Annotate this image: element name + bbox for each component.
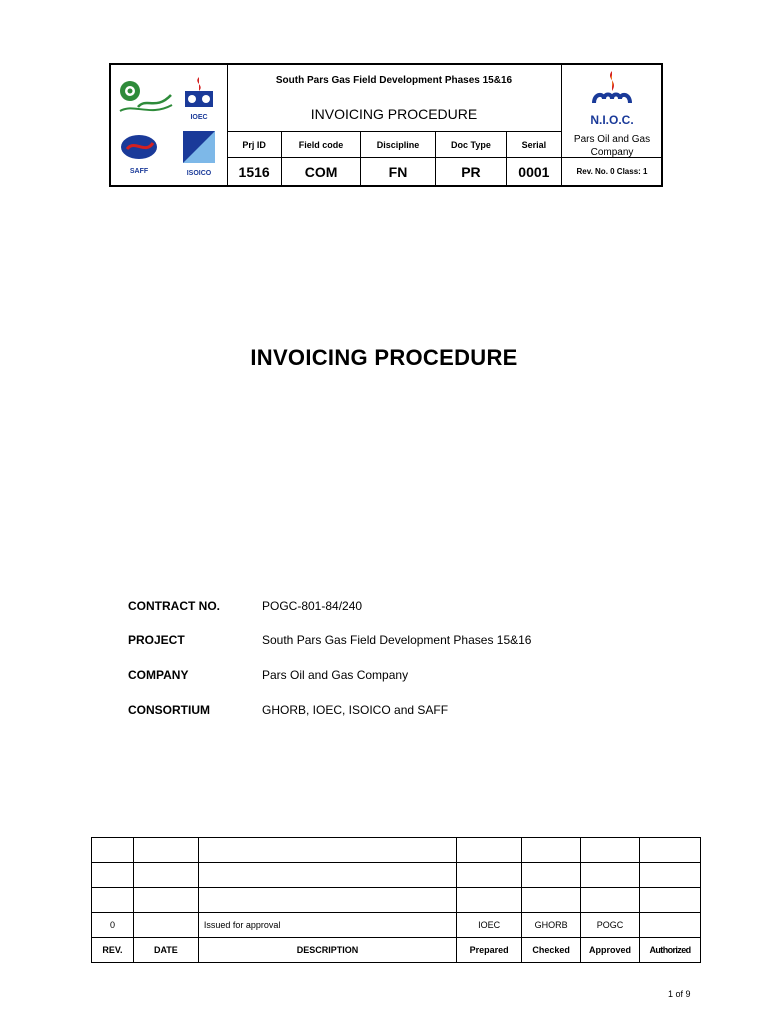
- table-cell: [133, 838, 198, 863]
- table-cell: [92, 888, 134, 913]
- isoico-label: ISOICO: [186, 170, 212, 177]
- table-cell: [640, 838, 701, 863]
- field-label: Field code: [282, 132, 361, 158]
- table-cell: [581, 888, 640, 913]
- page-number: 1 of 9: [668, 989, 691, 999]
- saff-label: SAFF: [129, 168, 149, 175]
- table-cell: [640, 913, 701, 938]
- document-header: [109, 63, 663, 187]
- table-header-row: [92, 938, 701, 963]
- column-header: Checked: [522, 938, 581, 963]
- header-title-area: [227, 65, 561, 185]
- field-value: 1516: [227, 158, 282, 186]
- table-cell: [581, 838, 640, 863]
- table-cell: [522, 888, 581, 913]
- company-area: [561, 65, 662, 185]
- column-header: REV.: [92, 938, 134, 963]
- info-key: COMPANY: [128, 668, 189, 682]
- column-header: Authorized: [640, 938, 701, 963]
- table-cell: [198, 888, 456, 913]
- table-cell: [457, 888, 522, 913]
- field-value: COM: [282, 158, 361, 186]
- column-header: DESCRIPTION: [198, 938, 456, 963]
- table-cell: [198, 838, 456, 863]
- column-header: Prepared: [457, 938, 522, 963]
- table-cell: [133, 863, 198, 888]
- info-key: CONSORTIUM: [128, 703, 210, 717]
- table-row: [92, 888, 701, 913]
- column-header: DATE: [133, 938, 198, 963]
- nioc-logo: [590, 69, 634, 116]
- isoico-logo: [179, 129, 219, 177]
- ioec-logo: [179, 75, 219, 121]
- field-label: Prj ID: [227, 132, 282, 158]
- table-cell: [522, 838, 581, 863]
- table-cell: IOEC: [457, 913, 522, 938]
- info-key: CONTRACT NO.: [128, 599, 220, 613]
- info-key: PROJECT: [128, 633, 185, 647]
- table-row: [92, 863, 701, 888]
- table-cell: [133, 888, 198, 913]
- nioc-label: N.I.O.C.: [590, 113, 634, 127]
- table-row: [92, 838, 701, 863]
- info-value: GHORB, IOEC, ISOICO and SAFF: [262, 703, 449, 717]
- revision-class: Rev. No. 0 Class: 1: [562, 157, 662, 186]
- field-value: FN: [360, 158, 435, 186]
- table-cell: 0: [92, 913, 134, 938]
- saff-logo: [119, 133, 159, 175]
- field-label: Discipline: [360, 132, 435, 158]
- company-name: Pars Oil and Gas Company: [573, 134, 651, 158]
- table-cell: POGC: [581, 913, 640, 938]
- table-cell: [457, 838, 522, 863]
- table-cell: Issued for approval: [198, 913, 456, 938]
- table-cell: [92, 838, 134, 863]
- consortium-logos: [111, 65, 228, 185]
- document-title: INVOICING PROCEDURE: [310, 106, 478, 122]
- project-title: South Pars Gas Field Development Phases 15&16: [275, 75, 513, 86]
- document-code-grid: [227, 131, 561, 185]
- table-cell: [198, 863, 456, 888]
- table-cell: [92, 863, 134, 888]
- field-label: Serial: [506, 132, 561, 158]
- revision-table: [91, 837, 701, 963]
- ioec-label: IOEC: [190, 114, 208, 121]
- field-value: PR: [436, 158, 507, 186]
- table-row: [92, 913, 701, 938]
- info-value: Pars Oil and Gas Company: [262, 668, 409, 682]
- info-value: POGC-801-84/240: [262, 599, 363, 613]
- table-cell: [640, 863, 701, 888]
- ghorb-logo: [116, 77, 174, 124]
- info-value: South Pars Gas Field Development Phases 15&16: [262, 633, 532, 647]
- field-value: 0001: [506, 158, 561, 186]
- table-cell: GHORB: [522, 913, 581, 938]
- table-cell: [457, 863, 522, 888]
- table-cell: [581, 863, 640, 888]
- column-header: Approved: [581, 938, 640, 963]
- field-label: Doc Type: [436, 132, 507, 158]
- table-cell: [640, 888, 701, 913]
- table-cell: [522, 863, 581, 888]
- table-cell: [133, 913, 198, 938]
- main-title: INVOICING PROCEDURE: [250, 345, 518, 370]
